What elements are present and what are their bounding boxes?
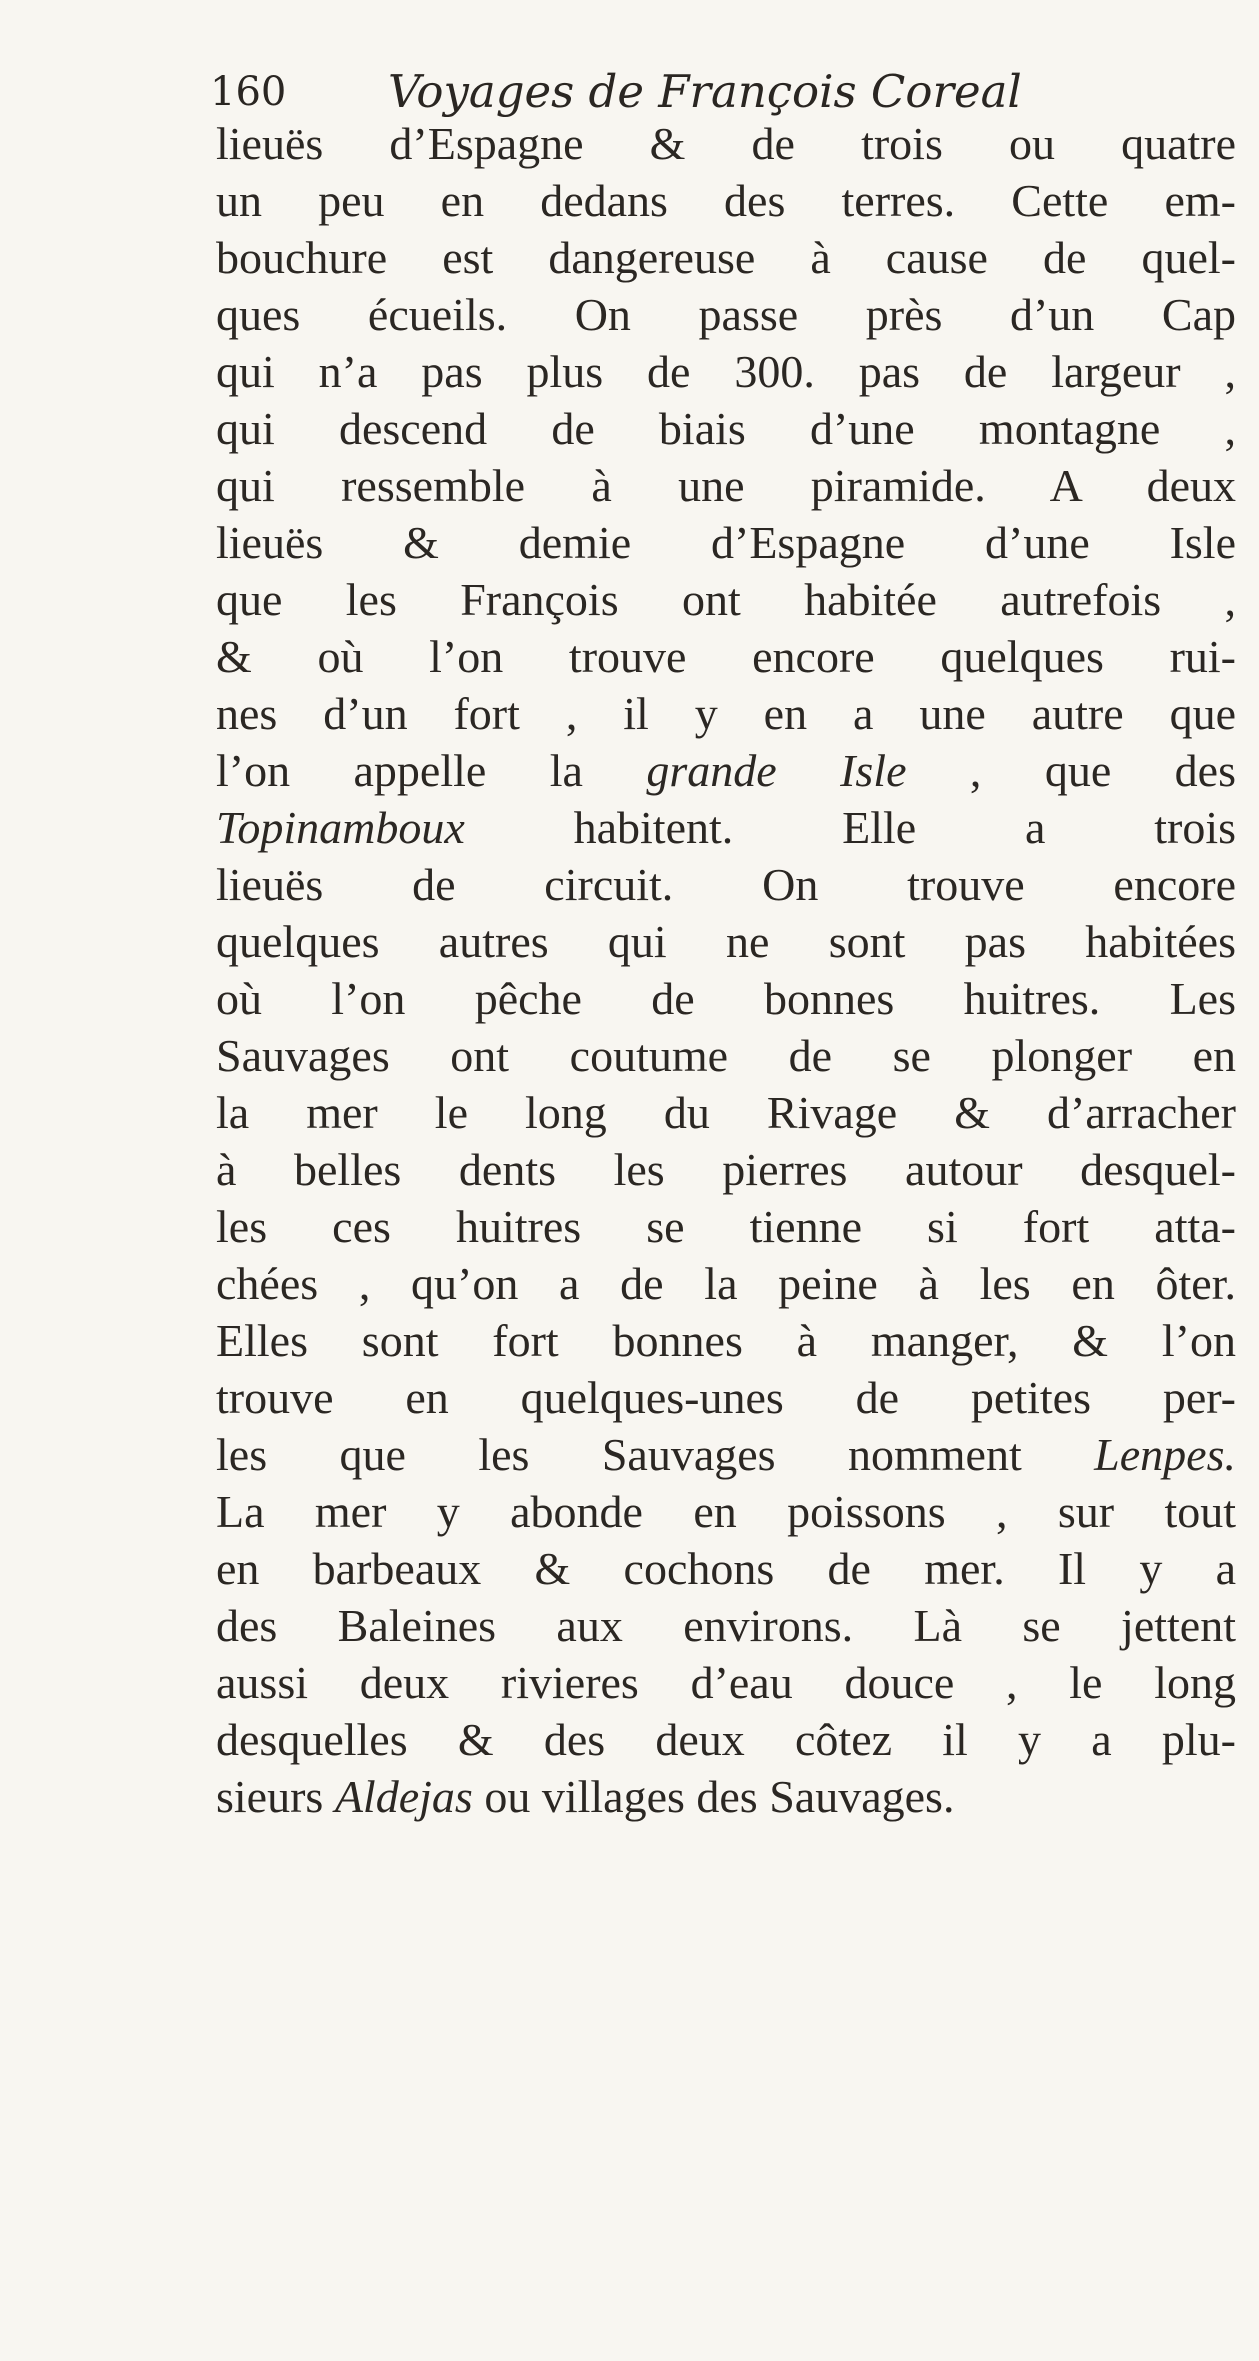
text-line: [216, 286, 1236, 343]
text-line: [216, 400, 1236, 457]
text-segment: chées , qu’on a de la peine à les en ôter.: [216, 1258, 1236, 1309]
text-line: [216, 1426, 1236, 1483]
text-line: [216, 1312, 1236, 1369]
text-line: [216, 172, 1236, 229]
text-line: [216, 1369, 1236, 1426]
text-segment: Sauvages ont coutume de se plonger en: [216, 1030, 1236, 1081]
text-segment: des Baleines aux environs. Là se jettent: [216, 1600, 1236, 1651]
italic-term: Lenpes.: [1094, 1429, 1236, 1480]
text-segment: desquelles & des deux côtez il y a plu-: [216, 1714, 1236, 1765]
text-segment: sieurs: [216, 1771, 335, 1822]
text-line: [216, 457, 1236, 514]
text-segment: un peu en dedans des terres. Cette em-: [216, 175, 1236, 226]
text-line: [216, 913, 1236, 970]
text-segment: où l’on pêche de bonnes huitres. Les: [216, 973, 1236, 1024]
text-segment: nes d’un fort , il y en a une autre que: [216, 688, 1236, 739]
text-segment: quelques autres qui ne sont pas habitées: [216, 916, 1236, 967]
text-line: [216, 229, 1236, 286]
text-segment: en barbeaux & cochons de mer. Il y a: [216, 1543, 1236, 1594]
text-segment: Elles sont fort bonnes à manger, & l’on: [216, 1315, 1236, 1366]
text-line: [216, 685, 1236, 742]
text-segment: trouve en quelques-unes de petites per-: [216, 1372, 1236, 1423]
text-line: [216, 628, 1236, 685]
text-segment: l’on appelle la: [216, 745, 647, 796]
text-line: [216, 1027, 1236, 1084]
text-segment: les que les Sauvages nomment: [216, 1429, 1095, 1480]
text-line: [216, 1654, 1236, 1711]
text-line: [216, 1540, 1236, 1597]
text-segment: qui ressemble à une piramide. A deux: [216, 460, 1236, 511]
text-line: [216, 343, 1236, 400]
text-segment: & où l’on trouve encore quelques rui-: [216, 631, 1236, 682]
italic-term: grande Isle: [646, 745, 907, 796]
text-segment: que les François ont habitée autrefois ,: [216, 574, 1236, 625]
text-segment: , que des: [906, 745, 1236, 796]
text-line: [216, 856, 1236, 913]
italic-term: Aldejas: [334, 1771, 473, 1822]
text-line: [216, 1255, 1236, 1312]
text-segment: lieuës de circuit. On trouve encore: [216, 859, 1236, 910]
text-segment: ques écueils. On passe près d’un Cap: [216, 289, 1236, 340]
text-segment: à belles dents les pierres autour desquel-: [216, 1144, 1236, 1195]
text-line: [216, 1768, 1236, 1825]
text-line: [216, 1711, 1236, 1768]
text-line: [216, 742, 1236, 799]
text-segment: habitent. Elle a trois: [464, 802, 1236, 853]
text-line: [216, 571, 1236, 628]
text-segment: lieuës & demie d’Espagne d’une Isle: [216, 517, 1236, 568]
page-number: 160: [210, 69, 287, 115]
text-line: [216, 1597, 1236, 1654]
text-segment: La mer y abonde en poissons , sur tout: [216, 1486, 1236, 1537]
text-segment: aussi deux rivieres d’eau douce , le long: [216, 1657, 1236, 1708]
text-line: [216, 1198, 1236, 1255]
text-segment: les ces huitres se tienne si fort atta-: [216, 1201, 1236, 1252]
text-line: [216, 1084, 1236, 1141]
text-segment: bouchure est dangereuse à cause de quel-: [216, 232, 1236, 283]
text-segment: ou villages des Sauvages.: [472, 1771, 955, 1822]
text-segment: la mer le long du Rivage & d’arracher: [216, 1087, 1236, 1138]
text-segment: qui descend de biais d’une montagne ,: [216, 403, 1236, 454]
text-line: [216, 970, 1236, 1027]
body-text: [216, 115, 1236, 1825]
italic-term: Topinamboux: [216, 802, 465, 853]
text-segment: lieuës d’Espagne & de trois ou quatre: [216, 118, 1236, 169]
text-segment: qui n’a pas plus de 300. pas de largeur ,: [216, 346, 1236, 397]
text-line: [216, 799, 1236, 856]
text-line: [216, 1483, 1236, 1540]
text-line: [216, 514, 1236, 571]
text-line: [216, 115, 1236, 172]
text-line: [216, 1141, 1236, 1198]
running-title: Voyages de François Coreal: [388, 65, 1022, 118]
